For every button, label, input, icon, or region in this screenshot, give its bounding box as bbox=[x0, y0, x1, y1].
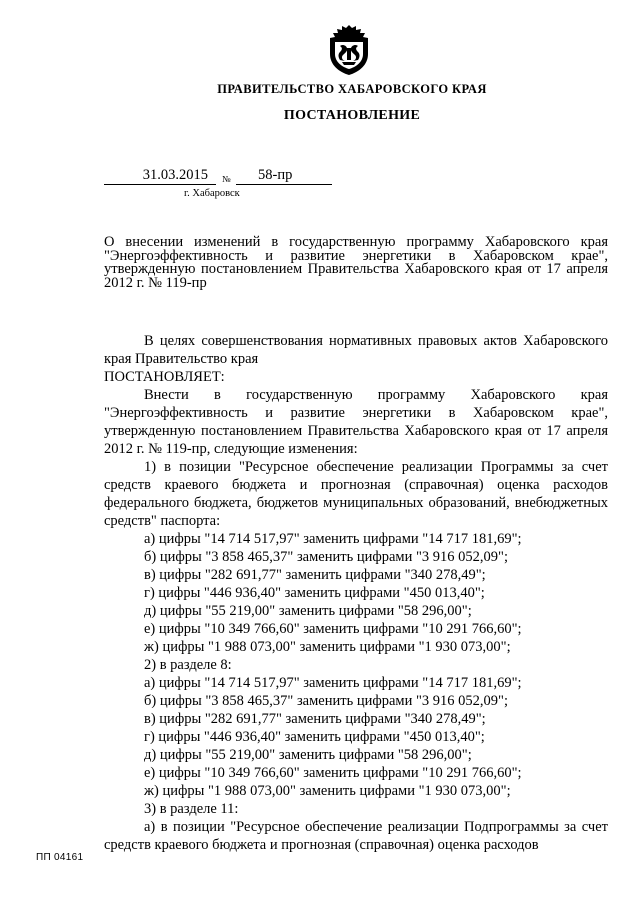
list-item: а) цифры "14 714 517,97" заменить цифрами "14 717 181,69"; bbox=[144, 531, 522, 547]
item-1-paragraph: 1) в позиции "Ресурсное обеспечение реализации Программы за счет средств краевого бюджета и прогнозная (справочная) оценка расходов федерального бюджета, бюджетов муниципальных образований, внебюджетных средств" паспорта: bbox=[104, 459, 608, 529]
document-subject: О внесении изменений в государственную программу Хабаровского края "Энергоэффективность и развитие энергетики в Хабаровском крае", утвержденную постановлением Правительства Хабаровского края от 17 апреля 2012 г. № 119-пр bbox=[104, 234, 608, 291]
document-body bbox=[104, 332, 608, 854]
list-item: д) цифры "55 219,00" заменить цифрами "58 296,00"; bbox=[144, 603, 472, 619]
list-item: е) цифры "10 349 766,60" заменить цифрами "10 291 766,60"; bbox=[144, 621, 522, 637]
document-city: г. Хабаровск bbox=[184, 188, 240, 199]
list-item: д) цифры "55 219,00" заменить цифрами "58 296,00"; bbox=[144, 747, 472, 763]
list-item: б) цифры "3 858 465,37" заменить цифрами "3 916 052,09"; bbox=[144, 549, 508, 565]
document-number: 58-пр bbox=[236, 166, 332, 185]
coat-of-arms-icon bbox=[328, 24, 370, 76]
main-paragraph: Внести в государственную программу Хабаровского края "Энергоэффективность и развитие энергетики в Хабаровском крае", утвержденную постановлением Правительства Хабаровского края от 17 апреля 2012 г. № 119-пр, следующие изменения: bbox=[104, 387, 608, 457]
list-item: е) цифры "10 349 766,60" заменить цифрами "10 291 766,60"; bbox=[144, 765, 522, 781]
date-number-line bbox=[104, 166, 344, 186]
document-date: 31.03.2015 bbox=[104, 166, 216, 185]
item-3-paragraph: 3) в разделе 11: bbox=[144, 801, 239, 817]
item-2-list bbox=[104, 674, 608, 800]
list-item: а) цифры "14 714 517,97" заменить цифрами "14 717 181,69"; bbox=[144, 675, 522, 691]
resolves-label: ПОСТАНОВЛЯЕТ: bbox=[104, 369, 225, 385]
list-item: ж) цифры "1 988 073,00" заменить цифрами "1 930 073,00"; bbox=[144, 783, 511, 799]
list-item: в) цифры "282 691,77" заменить цифрами "340 278,49"; bbox=[144, 711, 486, 727]
document-type-title: ПОСТАНОВЛЕНИЕ bbox=[283, 108, 421, 123]
item-3a-paragraph: а) в позиции "Ресурсное обеспечение реализации Подпрограммы за счет средств краевого бюджета и прогнозная (справочная) оценка расходов bbox=[104, 819, 608, 853]
list-item: г) цифры "446 936,40" заменить цифрами "450 013,40"; bbox=[144, 729, 485, 745]
list-item: б) цифры "3 858 465,37" заменить цифрами "3 916 052,09"; bbox=[144, 693, 508, 709]
footer-document-code: ПП 04161 bbox=[36, 852, 84, 863]
list-item: в) цифры "282 691,77" заменить цифрами "340 278,49"; bbox=[144, 567, 486, 583]
intro-paragraph: В целях совершенствования нормативных правовых актов Хабаровского края Правительство края bbox=[104, 333, 608, 367]
number-sign: № bbox=[222, 174, 231, 184]
list-item: г) цифры "446 936,40" заменить цифрами "450 013,40"; bbox=[144, 585, 485, 601]
organization-title: ПРАВИТЕЛЬСТВО ХАБАРОВСКОГО КРАЯ bbox=[217, 82, 487, 96]
item-1-list bbox=[104, 530, 608, 656]
item-2-paragraph: 2) в разделе 8: bbox=[144, 657, 232, 673]
list-item: ж) цифры "1 988 073,00" заменить цифрами "1 930 073,00"; bbox=[144, 639, 511, 655]
